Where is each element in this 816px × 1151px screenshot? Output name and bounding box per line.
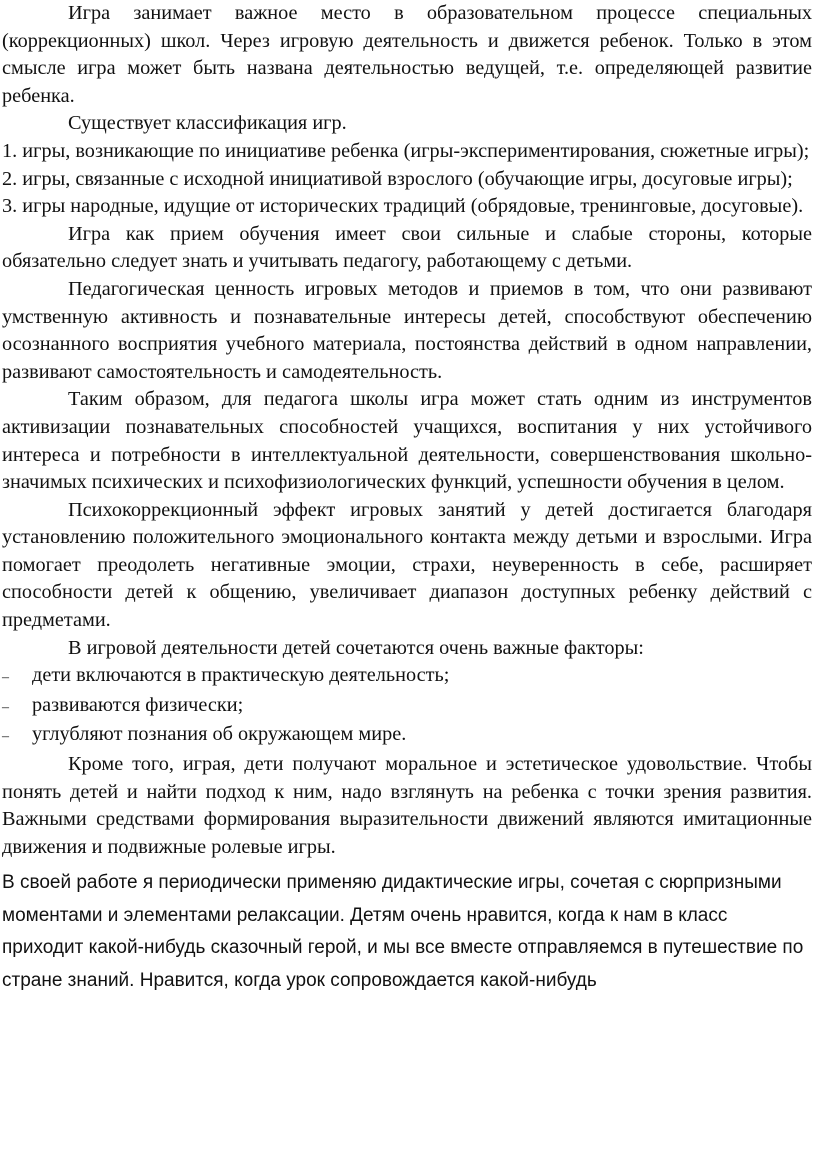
classification-item: 2. игры, связанные с исходной инициативой взрослого (обучающие игры, досуговые игры); [2,167,793,190]
list-item-text: углубляют познания об окружающем мире. [32,723,407,746]
paragraph-conclusion: Таким образом, для педагога школы игра может стать одним из инструментов активизации познавательных способностей учащихся, воспитания у них устойчивого интереса и потребности в интеллектуальной деятельности, совершенствования школьно-значимых психических и психофизиологических функций, успешности обучения в целом. [2,388,812,494]
paragraph-classification-intro: Существует классификация игр. [68,112,347,135]
paragraph-own-practice: В своей работе я периодически применяю дидактические игры, сочетая с сюрпризными моментами и элементами релаксации. Детям очень нравится, когда к нам в класс приходит какой-нибудь сказочный герой, и мы все вместе отправляемся в путешествие по стране знаний. Нравится, когда урок сопровождается какой-нибудь [2,872,804,991]
list-item-text: развиваются физически; [32,693,244,716]
paragraph-play-as-method: Игра как прием обучения имеет свои сильные и слабые стороны, которые обязательно следует знать и учитывать педагогу, работающему с детьми. [2,222,812,273]
factors-list [2,662,812,751]
list-item-text: дети включаются в практическую деятельность; [32,664,450,687]
dash-bullet-icon: – [2,729,9,745]
dash-bullet-icon: – [2,699,9,715]
classification-item: 3. игры народные, идущие от исторических традиций (обрядовые, тренинговые, досуговые). [2,195,804,218]
paragraph-factors-intro: В игровой деятельности детей сочетаются очень важные факторы: [68,636,644,659]
paragraph-pedagogical-value: Педагогическая ценность игровых методов и приемов в том, что они развивают умственную активность и познавательные интересы детей, способствуют обеспечению осознанного восприятия учебного материала, постоянства действий в одном направлении, развивают самостоятельность и самодеятельность. [2,277,812,383]
list-item [2,662,812,692]
list-item [2,721,812,751]
classification-item: 1. игры, возникающие по инициативе ребенка (игры-экспериментирования, сюжетные игры); [2,139,810,162]
paragraph-moral-aesthetic: Кроме того, играя, дети получают моральное и эстетическое удовольствие. Чтобы понять детей и найти подход к ним, надо взглянуть на ребенка с точки зрения развития. Важными средствами формирования выразительности движений являются имитационные движения и подвижные ролевые игры. [2,753,812,858]
paragraph-role-of-play: Игра занимает важное место в образовательном процессе специальных (коррекционных) школ. Через игровую деятельность и движется ребенок. Только в этом смысле игра может быть названа деятельностью ведущей, т.е. определяющей развитие ребенка. [2,2,812,107]
classification-list [2,138,812,221]
list-item [2,692,812,722]
dash-bullet-icon: – [2,670,9,686]
paragraph-psychocorrection: Психокоррекционный эффект игровых занятий у детей достигается благодаря установлению положительного эмоционального контакта между детьми и взрослыми. Игра помогает преодолеть негативные эмоции, страхи, неуверенность в себе, расширяет способности детей к общению, увеличивает диапазон доступных ребенку действий с предметами. [2,498,812,632]
